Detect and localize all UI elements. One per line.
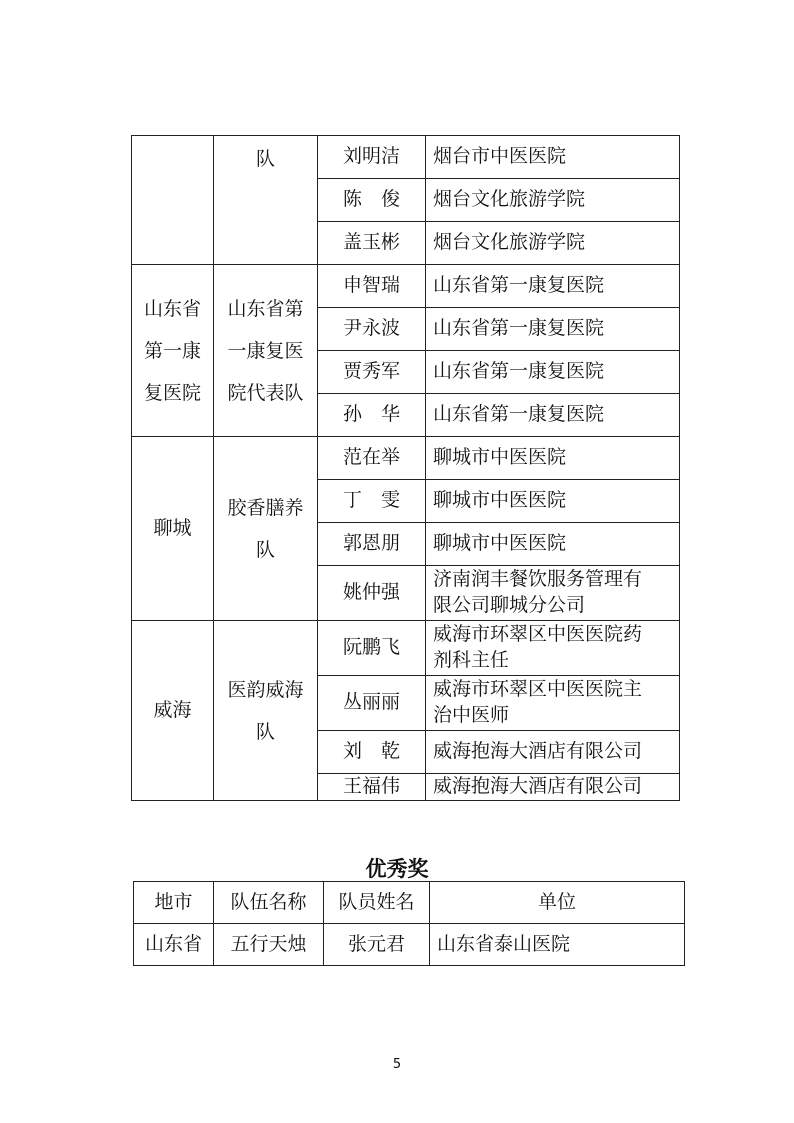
member-unit bbox=[426, 621, 680, 676]
member-unit: 烟台市中医医院 bbox=[426, 136, 680, 179]
table-row bbox=[132, 265, 680, 308]
team-cell bbox=[214, 437, 318, 621]
member-unit: 烟台文化旅游学院 bbox=[426, 179, 680, 222]
member-name: 刘 乾 bbox=[318, 731, 426, 774]
table-row bbox=[132, 437, 680, 480]
member-unit: 聊城市中医医院 bbox=[426, 437, 680, 480]
member-unit: 聊城市中医医院 bbox=[426, 523, 680, 566]
column-header: 队员姓名 bbox=[324, 882, 430, 924]
team-line: 山东省第 bbox=[227, 297, 304, 320]
member-unit: 山东省泰山医院 bbox=[430, 924, 685, 966]
team-line: 队 bbox=[255, 538, 275, 561]
member-unit: 山东省第一康复医院 bbox=[426, 265, 680, 308]
member-name: 申智瑞 bbox=[318, 265, 426, 308]
team-line: 医韵威海 bbox=[227, 678, 304, 701]
member-unit: 威海抱海大酒店有限公司 bbox=[426, 731, 680, 774]
unit-line: 治中医师 bbox=[433, 704, 510, 726]
member-unit: 山东省第一康复医院 bbox=[426, 308, 680, 351]
region-line: 第一康 bbox=[143, 339, 201, 362]
member-name: 姚仲强 bbox=[318, 566, 426, 621]
member-name: 丛丽丽 bbox=[318, 676, 426, 731]
unit-line: 剂科主任 bbox=[433, 649, 510, 671]
region-line: 山东省 bbox=[143, 297, 201, 320]
table-row bbox=[132, 136, 680, 179]
unit-line: 威海市环翠区中医医院药 bbox=[433, 623, 643, 646]
member-name: 丁 雯 bbox=[318, 480, 426, 523]
member-unit: 聊城市中医医院 bbox=[426, 480, 680, 523]
page-number: 5 bbox=[392, 1057, 402, 1072]
column-header: 队伍名称 bbox=[214, 882, 324, 924]
region-cell bbox=[132, 136, 214, 265]
unit-line: 威海市环翠区中医医院主 bbox=[433, 678, 643, 701]
unit-line: 济南润丰餐饮服务管理有 bbox=[433, 568, 643, 591]
member-unit bbox=[426, 566, 680, 621]
region-cell: 山东省 bbox=[134, 924, 214, 966]
member-name: 阮鹏飞 bbox=[318, 621, 426, 676]
member-name: 孙 华 bbox=[318, 394, 426, 437]
team-line: 队 bbox=[255, 720, 275, 743]
team-cell: 队 bbox=[214, 136, 318, 265]
member-name: 张元君 bbox=[324, 924, 430, 966]
member-name: 刘明洁 bbox=[318, 136, 426, 179]
excellence-award-table bbox=[133, 881, 685, 966]
table-row bbox=[134, 924, 685, 966]
column-header: 地市 bbox=[134, 882, 214, 924]
member-name: 贾秀军 bbox=[318, 351, 426, 394]
member-name: 尹永波 bbox=[318, 308, 426, 351]
region-cell: 威海 bbox=[132, 621, 214, 801]
table-header-row bbox=[134, 882, 685, 924]
member-unit: 山东省第一康复医院 bbox=[426, 394, 680, 437]
column-header: 单位 bbox=[430, 882, 685, 924]
excellence-award-heading: 优秀奖 bbox=[365, 857, 429, 881]
team-cell bbox=[214, 621, 318, 801]
member-unit: 威海抱海大酒店有限公司 bbox=[426, 774, 680, 801]
team-line: 一康复医 bbox=[227, 339, 304, 362]
table-row bbox=[132, 621, 680, 676]
unit-line: 限公司聊城分公司 bbox=[433, 594, 586, 616]
member-name: 陈 俊 bbox=[318, 179, 426, 222]
team-cell: 五行天烛 bbox=[214, 924, 324, 966]
member-unit bbox=[426, 676, 680, 731]
region-cell bbox=[132, 265, 214, 437]
team-line: 院代表队 bbox=[227, 381, 304, 404]
region-line: 复医院 bbox=[143, 381, 201, 404]
member-name: 盖玉彬 bbox=[318, 222, 426, 265]
member-unit: 山东省第一康复医院 bbox=[426, 351, 680, 394]
team-line: 胶香膳养 bbox=[227, 496, 304, 519]
team-cell bbox=[214, 265, 318, 437]
member-name: 王福伟 bbox=[318, 774, 426, 801]
member-name: 范在举 bbox=[318, 437, 426, 480]
member-name: 郭恩朋 bbox=[318, 523, 426, 566]
region-cell: 聊城 bbox=[132, 437, 214, 621]
awards-continued-table bbox=[131, 135, 680, 801]
member-unit: 烟台文化旅游学院 bbox=[426, 222, 680, 265]
